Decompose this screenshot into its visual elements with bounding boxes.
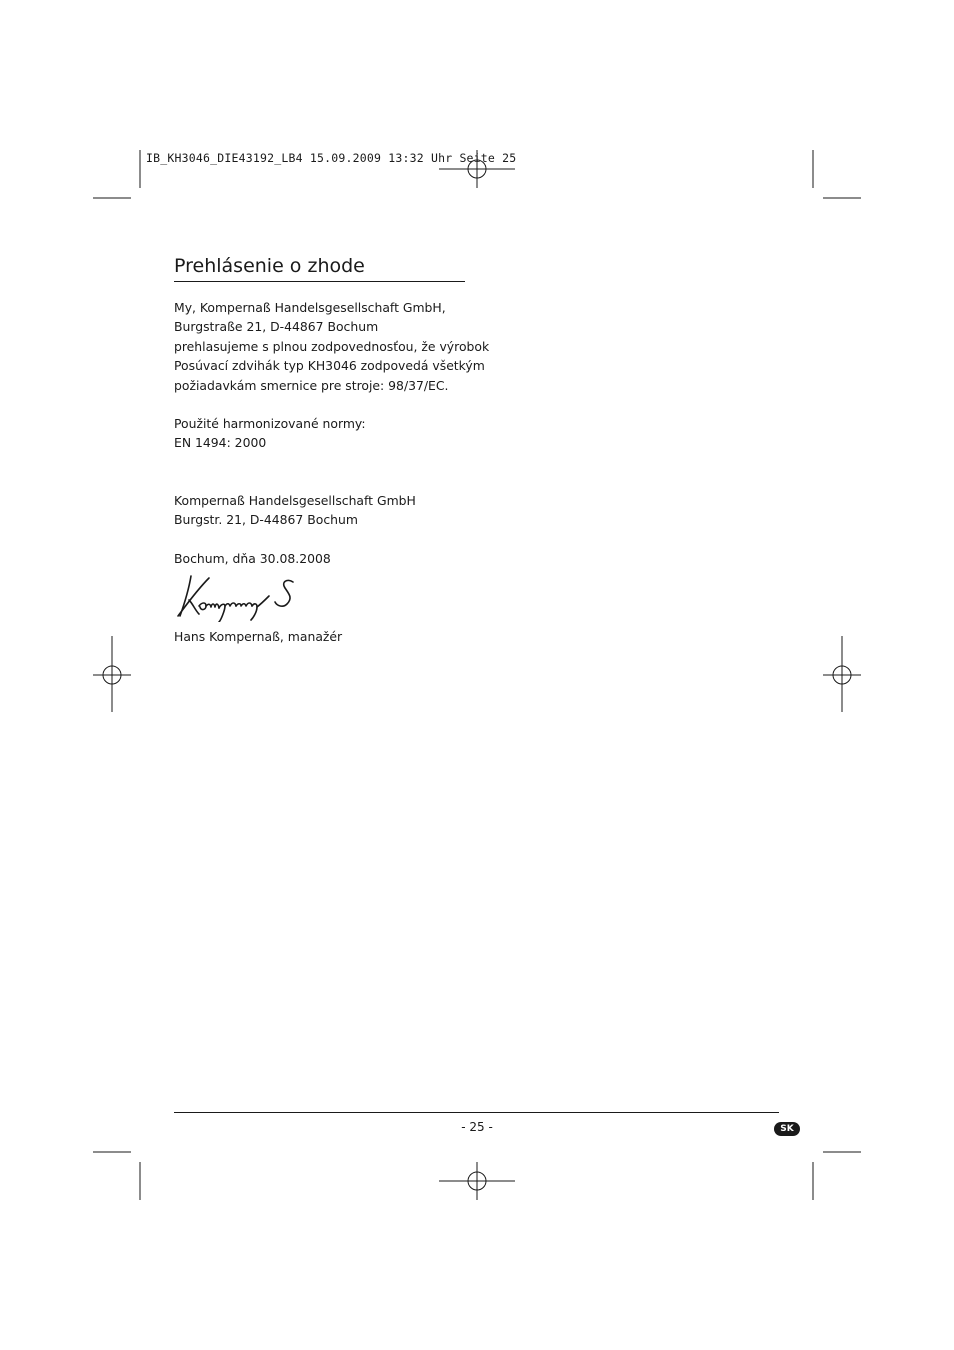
declaration-line: Posúvací zdvihák typ KH3046 zodpovedá všetkým — [174, 358, 485, 374]
standards-value: EN 1494: 2000 — [174, 435, 267, 451]
registration-mark-right — [823, 636, 861, 712]
registration-mark-left — [93, 636, 131, 712]
company-address: Burgstr. 21, D-44867 Bochum — [174, 512, 358, 528]
language-badge: SK — [774, 1122, 800, 1136]
standards-label: Použité harmonizované normy: — [174, 416, 366, 431]
declaration-line: prehlasujeme s plnou zodpovednosťou, že výrobok — [174, 338, 490, 354]
title-underline — [174, 281, 465, 282]
registration-mark-bottom — [439, 1162, 515, 1200]
print-slug: IB_KH3046_DIE43192_LB4 15.09.2009 13:32 Uhr Seite 25 — [146, 151, 517, 165]
company-name: Kompernaß Handelsgesellschaft GmbH — [174, 493, 416, 508]
signatory-name: Hans Kompernaß, manažér — [174, 629, 343, 644]
footer-rule — [174, 1112, 779, 1113]
company-block — [174, 491, 416, 530]
declaration-paragraph — [174, 298, 489, 395]
declaration-line: Burgstraße 21, D-44867 Bochum — [174, 319, 379, 335]
declaration-line: My, Kompernaß Handelsgesellschaft GmbH, — [174, 300, 446, 315]
declaration-line: požiadavkám smernice pre stroje: 98/37/EC. — [174, 377, 449, 393]
page-title: Prehlásenie o zhode — [174, 255, 365, 277]
standards-block — [174, 414, 366, 453]
page-number: - 25 - — [461, 1120, 493, 1134]
handwritten-signature — [175, 570, 305, 622]
place-date: Bochum, dňa 30.08.2008 — [174, 551, 331, 566]
